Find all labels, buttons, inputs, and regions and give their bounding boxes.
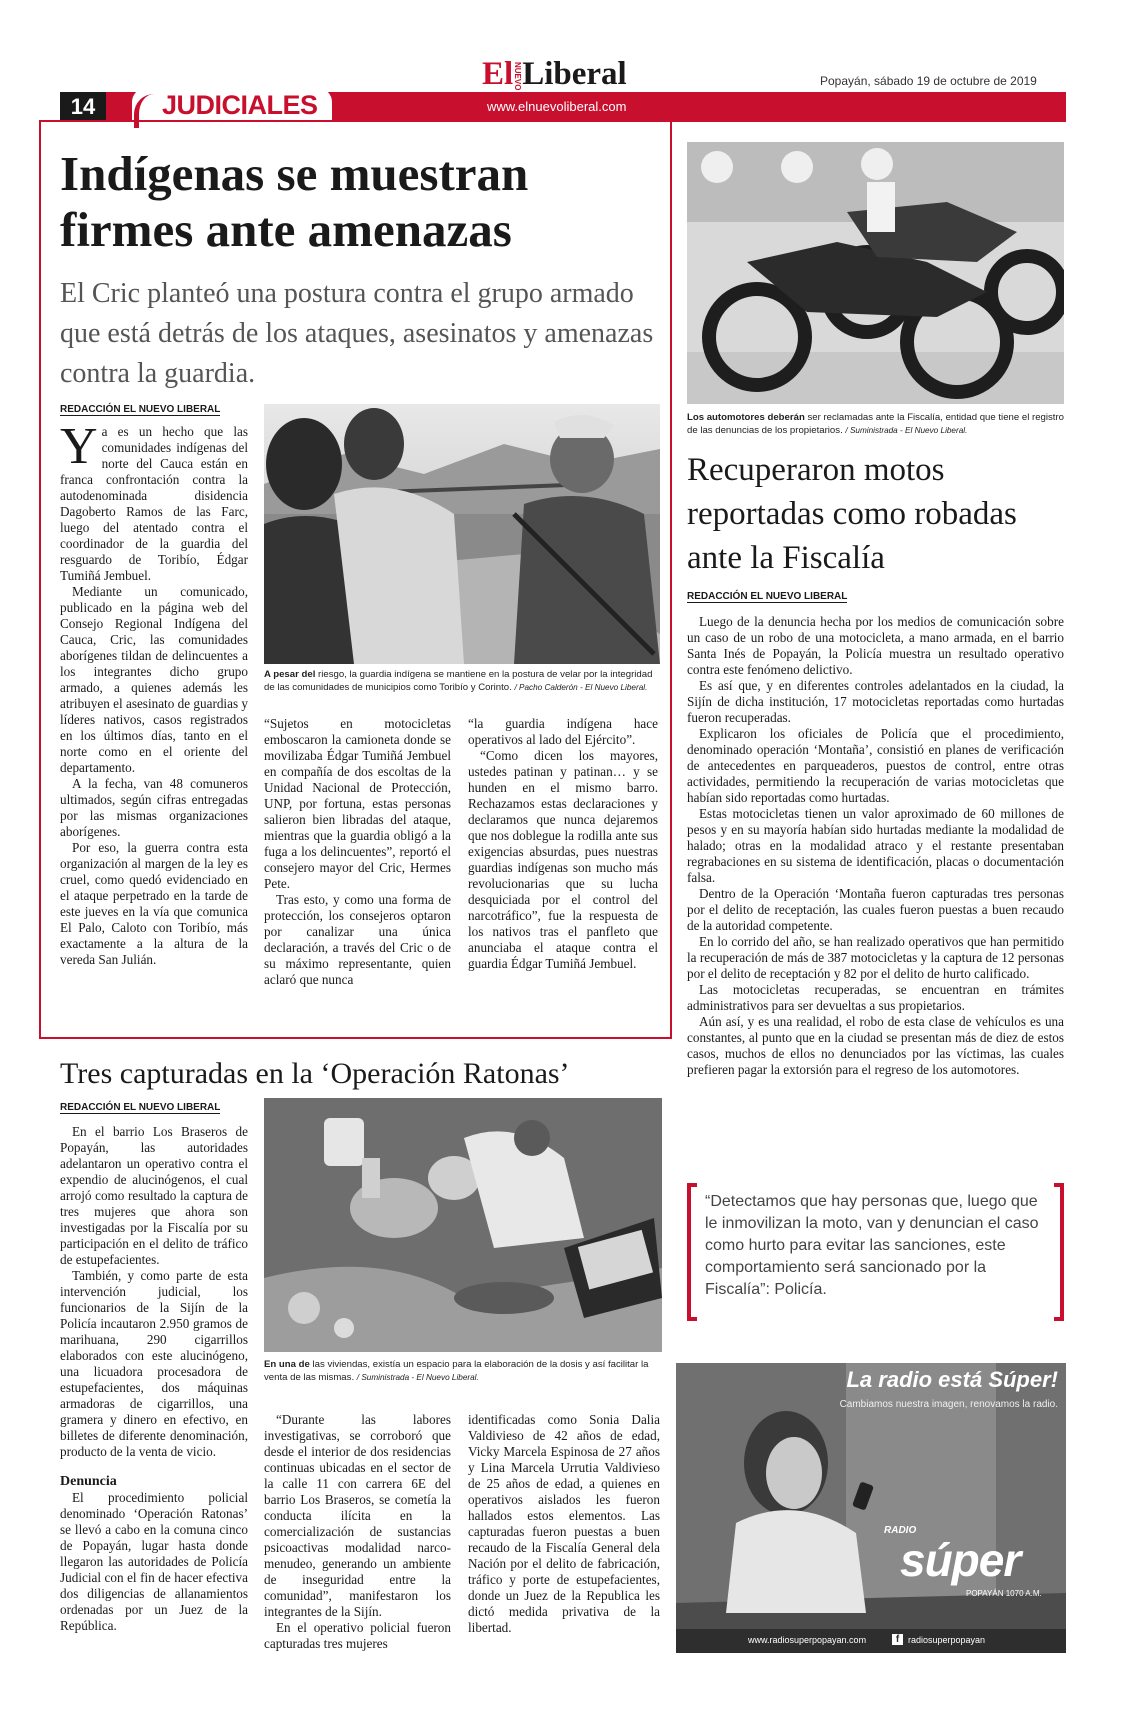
section-tab — [132, 88, 332, 124]
guards-photo-illustration — [264, 404, 660, 664]
photo-credit: / Suministrada - El Nuevo Liberal. — [845, 426, 968, 435]
dateline: Popayán, sábado 19 de octubre de 2019 — [820, 74, 1037, 88]
article1-paragraph — [60, 418, 248, 584]
caption-lead: Los automotores deberán — [687, 412, 805, 423]
quote-bracket-left — [687, 1183, 697, 1321]
facebook-icon[interactable]: f — [892, 1634, 903, 1645]
ad-footer-bar — [676, 1629, 1066, 1653]
article1-paragraph: “Como dicen los mayores, ustedes patinan y patinan… y se hunden en el mismo barro. Rechazamos estas declaraciones y declaramos que nunca dejaremos que nos doblegue la rodilla ante sus exigencias absurdas, pues nuestras guardias indígenas son mucho más revolucionarias que su lucha desquiciada por el control del narcotráfico”, fue la respuesta de los nativos tras el panfleto que anunciaba el ataque contra el guardia Édgar Tumiñá Jembuel. — [468, 748, 658, 971]
pull-quote-text: “Detectamos que hay personas que, luego que le inmovilizan la moto, van y denuncian el caso como hurto para evitar las sanciones, este comportamiento será sancionado por la Fiscalía”: Policía. — [705, 1193, 1039, 1298]
article2-paragraph: Estas motocicletas tienen un valor aproximado de 60 millones de pesos y en su mayoría habían sido hurtadas mediante la modalidad de halado; otras en la modalidad atraco y el restante presentaban regrabaciones en su sistema de identificación, placas o documentación falsa. — [687, 806, 1064, 885]
article1-photo — [264, 404, 660, 664]
article3-column-2 — [264, 1412, 451, 1652]
article2-paragraph: Dentro de la Operación ‘Montaña fueron capturadas tres personas por el delito de receptación, las cuales fueron puestas a buen recaudo de la autoridad competente. — [687, 886, 1064, 933]
article2-paragraph: Explicaron los oficiales de Policía que el procedimiento, denominado operación ‘Montaña’, consistió en planes de verificación de antecedentes en parqueaderos, puestos de control, entre otras actividades, permitiendo la recuperación de varias motocicletas que habían sido reportadas como hurtadas. — [687, 726, 1064, 805]
article1-column-1 — [60, 418, 248, 968]
article1-column-3 — [468, 716, 658, 972]
article1-title: Indígenas se muestran firmes ante amenazas — [60, 146, 529, 257]
ad-website[interactable]: www.radiosuperpopayan.com — [748, 1635, 867, 1645]
article1-paragraph: Mediante un comunicado, publicado en la página web del Consejo Regional Indígena del Cauca, Cric, las comunidades aborígenes tildan de delincuentes a los integrantes dicho grupo armado, a quienes además les atribuyen el asesinato de guardias y líderes nativos, casos registrados en los últimos días, tanto en el norte como en el oriente del departamento. — [60, 584, 248, 775]
article3-paragraph: identificadas como Sonia Dalia Valdivieso de 42 años de edad, Vicky Marcela Espinosa de 27 años y Lina Marcela Urrutia Valdivieso de 25 años de edad, a quienes en operativos aislados les fueron hallados estos elementos. Las capturadas fueron puestas a buen recaudo de la Fiscalía General dela Nación por el delito de fabricación, tráfico y porte de estupefacientes, donde un Juez de la Republica les dictó medida privativa de la libertad. — [468, 1412, 660, 1635]
article3-paragraph: También, y como parte de esta intervención judicial, los funcionarios de la Sijín de la Policía incautaron 2.950 gramos de marihuana, 290 cigarrillos elaborados con este alucinógeno, una licuadora procesadora de estupefacientes, dos máquinas armadoras de cigarrillos, una gramera y dinero en efectivo, en billetes de diferente denominación, producto de la venta de vicio. — [60, 1268, 248, 1459]
article2-paragraph: En lo corrido del año, se han realizado operativos que han permitido la recuperación de más de 387 motocicletas y la captura de 12 personas por el delito de receptación y 82 por el delito de hurto calificado. — [687, 934, 1064, 981]
article1-paragraph: Tras esto, y como una forma de protección, los consejeros optaron por canalizar una única declaración, a través del Cric o de su máximo representante, quien aclaró que nunca — [264, 892, 451, 987]
article2-body — [687, 614, 1064, 1078]
caption-lead: En una de — [264, 1359, 310, 1370]
article2-byline: REDACCIÓN EL NUEVO LIBERAL — [687, 591, 848, 602]
newspaper-logo — [482, 56, 627, 93]
logo-liberal: Liberal — [522, 56, 627, 92]
article1-paragraph: “la guardia indígena hace operativos al lado del Ejército”. — [468, 716, 658, 747]
logo-nuevo: NUEVO — [513, 62, 523, 91]
article3-paragraph: En el barrio Los Braseros de Popayán, las autoridades adelantaron un operativo contra el expendio de alucinógenos, el cual arrojó como resultado la captura de tres mujeres que ahora son investigadas por la Fiscalía por su participación en el delito de tráfico de estupefacientes. — [60, 1124, 248, 1267]
article2-paragraph: Luego de la denuncia hecha por los medios de comunicación sobre un caso de un robo de una motocicleta, a mano armada, en el barrio Santa Inés de Popayán, la Policía muestra un resultado operativo contra este fenómeno delictivo. — [687, 614, 1064, 677]
article2-paragraph: Aún así, y es una realidad, el robo de esta clase de vehículos es una constantes, al punto que en la ciudad se presentan más de diez de estos casos, muchos de ellos no denunciados por las víctimas, las cuales prefieren pagar la extorsión para el regreso de los automotores. — [687, 1014, 1064, 1077]
caption-text: riesgo, la guardia indígena se mantiene en la postura de velar por la integridad de las comunidades de municipios como Toribío y Corinto. — [264, 669, 653, 693]
article1-text: a es un hecho que las comunidades indígenas del norte del Cauca están en franca confrontación contra la autodenominada disidencia Dagoberto Ramos de las Farc, luego del atentado contra el coordinador de la guardia del resguardo de Toribío, Édgar Tumiñá Jembuel. — [60, 424, 248, 583]
article2-paragraph: Es así que, y en diferentes controles adelantados en la ciudad, la Sijín de dicha institución, 17 motocicletas reportadas como hurtadas fueron recuperadas. — [687, 678, 1064, 725]
article1-paragraph: A la fecha, van 48 comuneros ultimados, según cifras entregadas por las mismas organizaciones aborígenes. — [60, 776, 248, 839]
website-url[interactable]: www.elnuevoliberal.com — [487, 99, 627, 114]
article1-deck: El Cric planteó una postura contra el grupo armado que está detrás de los ataques, asesinatos y amenazas contra la guardia. — [60, 278, 654, 389]
article3-paragraph: “Durante las labores investigativas, se corroboró que desde el interior de dos residencias continuas ubicadas en el sector de la calle 11 con carrera 6E del barrio Los Braseros, se cometía la conducta ilícita en la comercialización de sustancias psicoactivas modalidad narco-menudeo, generando un ambiente de inseguridad entre la comunidad”, manifestaron los integrantes de la Sijín. — [264, 1412, 451, 1619]
article3-subhead: Denuncia — [60, 1474, 117, 1489]
article3-column-1 — [60, 1124, 248, 1634]
ad-frequency: POPAYÁN 1070 A.M. — [966, 1589, 1042, 1598]
logo-el: El — [482, 56, 514, 92]
article3-title: Tres capturadas en la ‘Operación Ratonas’ — [60, 1057, 570, 1090]
raid-photo-illustration — [264, 1098, 662, 1352]
article1-paragraph: Por eso, la guerra contra esta organización al margen de la ley es cruel, como quedó evidenciado en el ataque perpetrado en la tarde de este jueves en la vía que comunica El Palo, Caloto con Toribío, más exactamente a la altura de la vereda San Julián. — [60, 840, 248, 967]
page-number: 14 — [60, 92, 106, 122]
article3-byline: REDACCIÓN EL NUEVO LIBERAL — [60, 1102, 221, 1113]
pull-quote — [687, 1183, 1064, 1321]
motorcycles-photo — [687, 142, 1064, 404]
ad-tagline: Cambiamos nuestra imagen, renovamos la radio. — [839, 1399, 1058, 1410]
article3-caption — [264, 1358, 660, 1384]
caption-lead: A pesar del — [264, 669, 316, 680]
article1-column-2 — [264, 716, 451, 988]
motorcycles-photo-illustration — [687, 142, 1064, 404]
radio-super-advertisement[interactable] — [676, 1363, 1066, 1653]
quote-bracket-right — [1054, 1183, 1064, 1321]
article3-paragraph: El procedimiento policial denominado ‘Operación Ratonas’ se llevó a cabo en la comuna cinco de Popayán, lugar hasta donde llegaron las autoridades de Policía Judicial con el fin de hacer efectiva dos diligencias de allanamientos ordenadas por un Juez de la República. — [60, 1490, 248, 1633]
article3-photo — [264, 1098, 662, 1352]
ad-brand-small: RADIO — [884, 1525, 917, 1536]
article2-paragraph: Las motocicletas recuperadas, se encuentran en trámites administrativos para ser devueltas a sus propietarios. — [687, 982, 1064, 1013]
drop-cap: Y — [60, 418, 98, 475]
article2-title: Recuperaron motos reportadas como robadas ante la Fiscalía — [687, 452, 1017, 576]
article1-caption — [264, 668, 660, 694]
section-label: JUDICIALES — [162, 90, 318, 120]
article1-paragraph: “Sujetos en motocicletas emboscaron la camioneta donde se movilizaba Édgar Tumiñá Jembuel en compañía de dos escoltas de la Unidad Nacional de Protección, UNP, por fortuna, estas personas salieron bien libradas del ataque, mientras que la guardia obligó a la fuga a los delincuentes”, reportó el consejero mayor del Cric, Hermes Pete. — [264, 716, 451, 891]
article3-paragraph: En el operativo policial fueron capturadas tres mujeres — [264, 1620, 451, 1651]
ad-headline: La radio está Súper! — [846, 1367, 1058, 1392]
photo-credit: / Suministrada - El Nuevo Liberal. — [356, 1373, 479, 1382]
article2-caption — [687, 411, 1064, 437]
photo-credit: / Pacho Calderón - El Nuevo Liberal. — [514, 683, 648, 692]
ad-facebook[interactable]: radiosuperpopayan — [908, 1635, 986, 1645]
article3-column-3 — [468, 1412, 660, 1636]
ad-brand: súper — [900, 1534, 1021, 1586]
caption-text: las viviendas, existía un espacio para la elaboración de la dosis y así facilitar la venta de las mismas. — [264, 1359, 649, 1383]
caption-text: ser reclamadas ante la Fiscalía, entidad que tiene el registro de las denuncias de los propietarios. — [687, 412, 1064, 436]
article1-byline: REDACCIÓN EL NUEVO LIBERAL — [60, 404, 221, 415]
